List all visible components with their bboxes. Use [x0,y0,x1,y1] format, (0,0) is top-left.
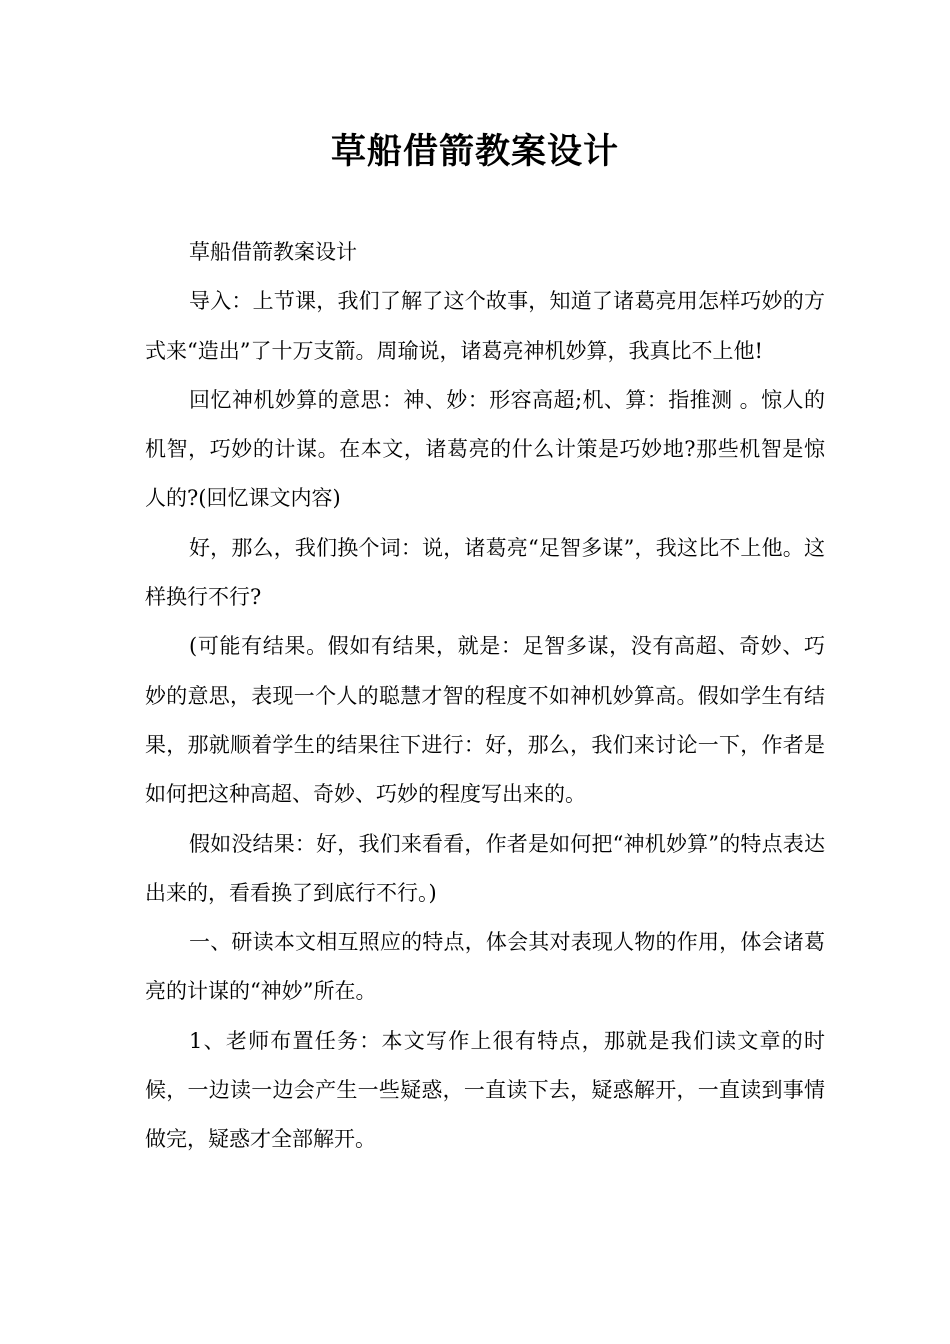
paragraph-word-substitution: 好，那么，我们换个词：说，诸葛亮“足智多谋”，我这比不上他。这样换行不行? [145,535,825,610]
paragraph-subtitle: 草船借箭教案设计 [189,240,357,264]
paragraph-section-one: 一、研读本文相互照应的特点，体会其对表现人物的作用，体会诸葛亮的计谋的“神妙”所在。 [145,930,825,1004]
paragraph-no-results: 假如没结果：好，我们来看看，作者是如何把“神机妙算”的特点表达出来的，看看换了到底行不行。) [145,831,825,905]
paragraph-task-one: 1、老师布置任务：本文写作上很有特点，那就是我们读文章的时候，一边读一边会产生一些疑惑，一直读下去，疑惑解开，一直读到事情做完，疑惑才全部解开。 [145,1028,825,1152]
paragraph-meaning-recall: 回忆神机妙算的意思：神、妙：形容高超;机、算：指推测 。惊人的机智，巧妙的计谋。在本文，诸葛亮的什么计策是巧妙地?那些机智是惊人的?(回忆课文内容) [145,387,825,511]
document-body [145,228,825,1165]
paragraph-possible-results: (可能有结果。假如有结果，就是：足智多谋，没有高超、奇妙、巧妙的意思，表现一个人的聪慧才智的程度不如神机妙算高。假如学生有结果，那就顺着学生的结果往下进行：好，那么，我们来讨论一下，作者是如何把这种高超、奇妙、巧妙的程度写出来的。 [145,634,825,807]
paragraph-introduction: 导入：上节课，我们了解了这个故事，知道了诸葛亮用怎样巧妙的方式来“造出”了十万支箭。周瑜说，诸葛亮神机妙算，我真比不上他! [145,289,825,363]
document-title: 草船借箭教案设计 [330,132,619,172]
